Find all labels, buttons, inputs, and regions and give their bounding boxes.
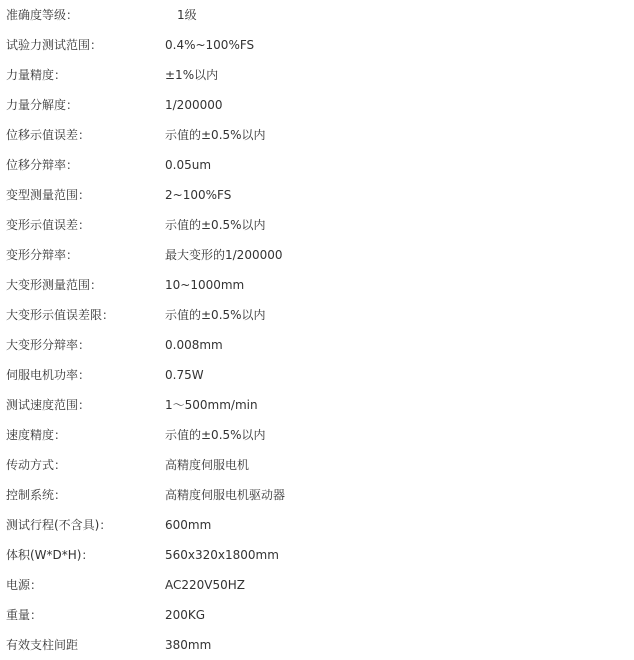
spec-label: 体积(W*D*H)： — [6, 548, 94, 562]
spec-value — [165, 630, 634, 660]
spec-label: 测试速度范围： — [6, 398, 91, 412]
spec-value-text: 200KG — [165, 608, 206, 622]
spec-value — [165, 30, 634, 60]
spec-value-text: 0.05um — [165, 158, 212, 172]
spec-value — [165, 120, 634, 150]
spec-value-text: 示值的±0.5%以内 — [165, 218, 266, 232]
spec-value-text: 2~100%FS — [165, 188, 232, 202]
spec-value — [165, 0, 634, 30]
spec-label: 大变形示值误差限： — [6, 308, 115, 322]
table-row — [0, 120, 634, 150]
spec-value-text: 高精度伺服电机驱动器 — [165, 488, 286, 502]
spec-label: 大变形分辩率： — [6, 338, 91, 352]
table-row — [0, 510, 634, 540]
spec-value-text: 最大变形的1/200000 — [165, 248, 283, 262]
spec-value — [165, 360, 634, 390]
spec-value — [165, 330, 634, 360]
spec-value — [165, 150, 634, 180]
table-row — [0, 150, 634, 180]
spec-value — [165, 510, 634, 540]
spec-label: 位移示值误差： — [6, 128, 91, 142]
spec-value — [165, 270, 634, 300]
spec-value-text: AC220V50HZ — [165, 578, 246, 592]
spec-value-text: 示值的±0.5%以内 — [165, 128, 266, 142]
table-row — [0, 240, 634, 270]
table-row — [0, 480, 634, 510]
table-row — [0, 330, 634, 360]
table-row — [0, 60, 634, 90]
spec-label: 重量： — [6, 608, 43, 622]
table-row — [0, 630, 634, 660]
spec-label: 传动方式： — [6, 458, 67, 472]
table-row — [0, 600, 634, 630]
spec-label: 力量分解度： — [6, 98, 79, 112]
spec-value — [165, 240, 634, 270]
spec-label: 力量精度： — [6, 68, 67, 82]
spec-label: 位移分辩率： — [6, 158, 79, 172]
spec-label: 试验力测试范围： — [6, 38, 103, 52]
spec-label: 伺服电机功率： — [6, 368, 91, 382]
spec-value — [165, 90, 634, 120]
spec-value — [165, 480, 634, 510]
spec-value — [165, 300, 634, 330]
spec-value-text: ±1%以内 — [165, 68, 219, 82]
spec-value — [165, 450, 634, 480]
table-row — [0, 90, 634, 120]
spec-label: 大变形测量范围： — [6, 278, 103, 292]
spec-value-text: 10~1000mm — [165, 278, 245, 292]
spec-label: 变形示值误差： — [6, 218, 91, 232]
spec-value — [165, 600, 634, 630]
table-row — [0, 360, 634, 390]
spec-value — [165, 180, 634, 210]
spec-value-text: 1/200000 — [165, 98, 223, 112]
spec-label: 测试行程(不含具)： — [6, 518, 112, 532]
table-row — [0, 540, 634, 570]
spec-value — [165, 210, 634, 240]
spec-label: 电源： — [6, 578, 43, 592]
spec-value-text: 0.008mm — [165, 338, 223, 352]
spec-value-text: 0.4%~100%FS — [165, 38, 255, 52]
spec-value — [165, 540, 634, 570]
spec-value-text: 示值的±0.5%以内 — [165, 308, 266, 322]
spec-label: 控制系统： — [6, 488, 67, 502]
spec-value — [165, 60, 634, 90]
table-row — [0, 390, 634, 420]
table-row — [0, 570, 634, 600]
spec-value-text: 1级 — [177, 8, 197, 22]
table-row — [0, 210, 634, 240]
spec-label: 速度精度： — [6, 428, 67, 442]
spec-label: 变型测量范围： — [6, 188, 91, 202]
spec-value-text: 高精度伺服电机 — [165, 458, 250, 472]
spec-value-text: 600mm — [165, 518, 212, 532]
table-row — [0, 30, 634, 60]
spec-label: 准确度等级： — [6, 8, 79, 22]
table-row — [0, 180, 634, 210]
spec-value-text: 1～500mm/min — [165, 398, 258, 412]
table-row — [0, 270, 634, 300]
spec-value-text: 0.75W — [165, 368, 204, 382]
table-row — [0, 420, 634, 450]
spec-value-text: 示值的±0.5%以内 — [165, 428, 266, 442]
spec-value — [165, 390, 634, 420]
spec-value — [165, 420, 634, 450]
table-row — [0, 300, 634, 330]
spec-value — [165, 570, 634, 600]
spec-value-text: 560x320x1800mm — [165, 548, 279, 562]
spec-label: 变形分辩率： — [6, 248, 79, 262]
table-row — [0, 450, 634, 480]
spec-label: 有效支柱间距 — [6, 638, 79, 652]
spec-value-text: 380mm — [165, 638, 212, 652]
table-row — [0, 0, 634, 30]
